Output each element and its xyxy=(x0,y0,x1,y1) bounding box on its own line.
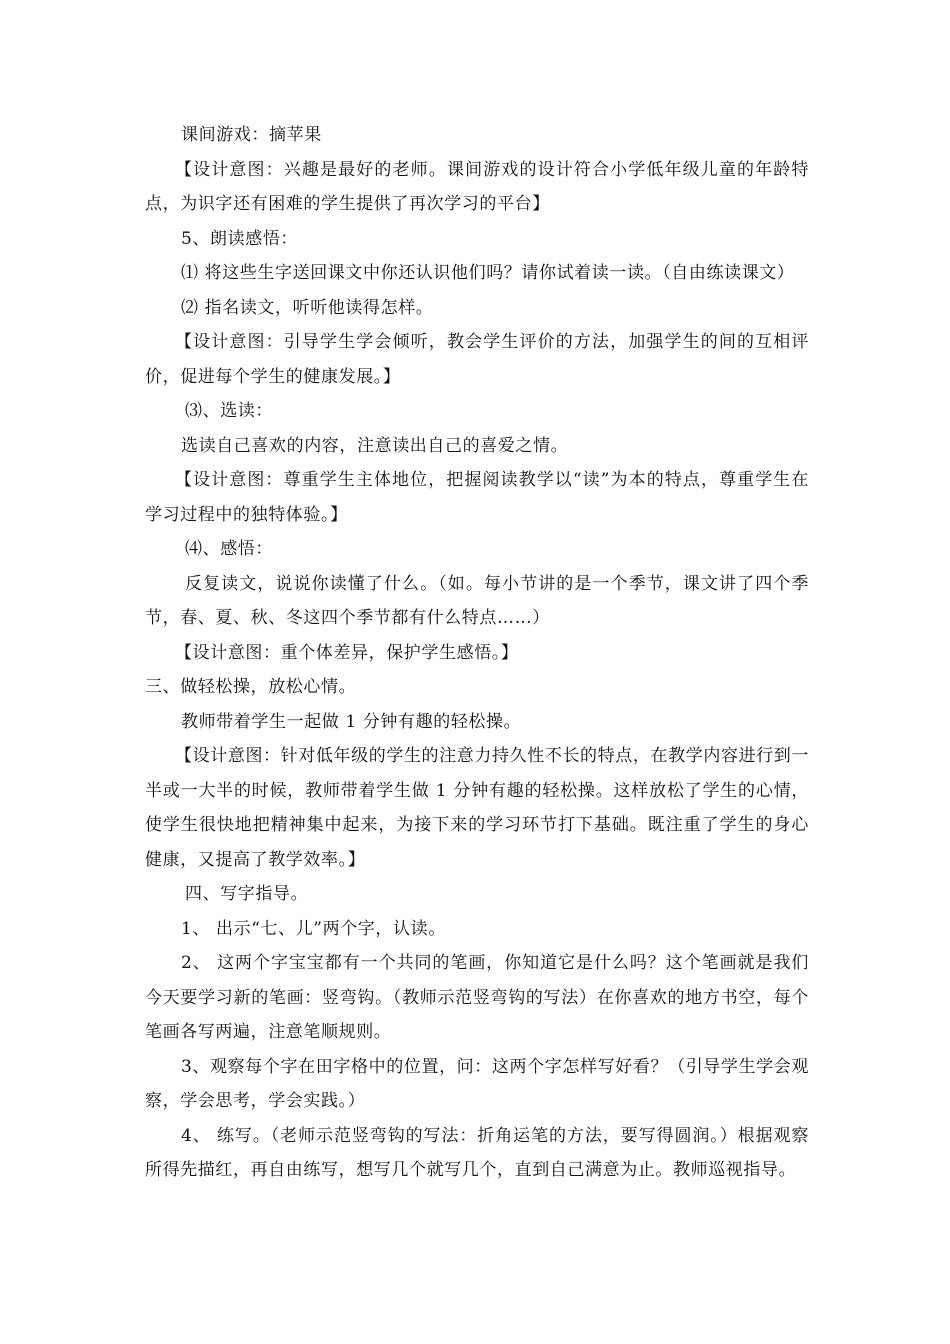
paragraph-item-2: ⑵ 指名读文，听听他读得怎样。 xyxy=(181,297,434,318)
paragraph-game-title: 课间游戏：摘苹果 xyxy=(181,125,322,145)
paragraph-step-4: 4、 练写。（老师示范竖弯钩的写法：折角运笔的方法，要写得圆润。）根据观察所得先描红，再自由练写，想写几个就写几个，直到自己满意为止。教师巡视指导。 xyxy=(145,1125,809,1180)
paragraph-step-1: 1、 出示“七、儿”两个字，认读。 xyxy=(181,918,446,939)
paragraph-section-3-body: 教师带着学生一起做 1 分钟有趣的轻松操。 xyxy=(181,711,522,732)
paragraph-design-intent-5: 【设计意图：针对低年级的学生的注意力持久性不长的特点，在教学内容进行到一半或一大半的时候，教师带着学生做 1 分钟有趣的轻松操。这样放松了学生的心情，使学生很快地把精神集中起来，为接下来的学习环节打下基础。既注重了学生的身心健康，又提高了教学效率。】 xyxy=(145,746,809,870)
paragraph-design-intent-1: 【设计意图：兴趣是最好的老师。课间游戏的设计符合小学低年级儿童的年龄特点，为识字还有困难的学生提供了再次学习的平台】 xyxy=(145,159,809,214)
paragraph-step-3: 3、观察每个字在田字格中的位置，问：这两个字怎样写好看？（引导学生学会观察，学会思考，学会实践。） xyxy=(145,1056,809,1111)
paragraph-item-4-heading: ⑷、感悟： xyxy=(185,539,273,559)
paragraph-item-1: ⑴ 将这些生字送回课文中你还认识他们吗？请你试着读一读。（自由练读课文） xyxy=(181,263,795,283)
paragraph-design-intent-3: 【设计意图：尊重学生主体地位，把握阅读教学以“读”为本的特点，尊重学生在学习过程中的独特体验。】 xyxy=(145,470,809,525)
paragraph-design-intent-2: 【设计意图：引导学生学会倾听，教会学生评价的方法，加强学生的间的互相评价，促进每个学生的健康发展。】 xyxy=(145,332,809,387)
paragraph-item-3-heading: ⑶、选读： xyxy=(185,401,273,421)
paragraph-section-5-heading: 5、朗读感悟： xyxy=(181,228,299,249)
paragraph-section-3-heading: 三、做轻松操，放松心情。 xyxy=(145,677,357,697)
paragraph-section-4-heading: 四、写字指导。 xyxy=(185,884,309,904)
paragraph-item-3-body: 选读自己喜欢的内容，注意读出自己的喜爱之情。 xyxy=(181,435,569,456)
document-body xyxy=(145,118,809,1188)
paragraph-design-intent-4: 【设计意图：重个体差异，保护学生感悟。】 xyxy=(175,642,519,663)
paragraph-item-4-body: 反复读文，说说你读懂了什么。（如。每小节讲的是一个季节，课文讲了四个季节，春、夏、秋、冬这四个季节都有什么特点……） xyxy=(145,573,809,628)
paragraph-step-2: 2、 这两个字宝宝都有一个共同的笔画，你知道它是什么吗？这个笔画就是我们今天要学习新的笔画：竖弯钩。（教师示范竖弯钩的写法）在你喜欢的地方书空，每个笔画各写两遍，注意笔顺规则。 xyxy=(145,953,809,1042)
